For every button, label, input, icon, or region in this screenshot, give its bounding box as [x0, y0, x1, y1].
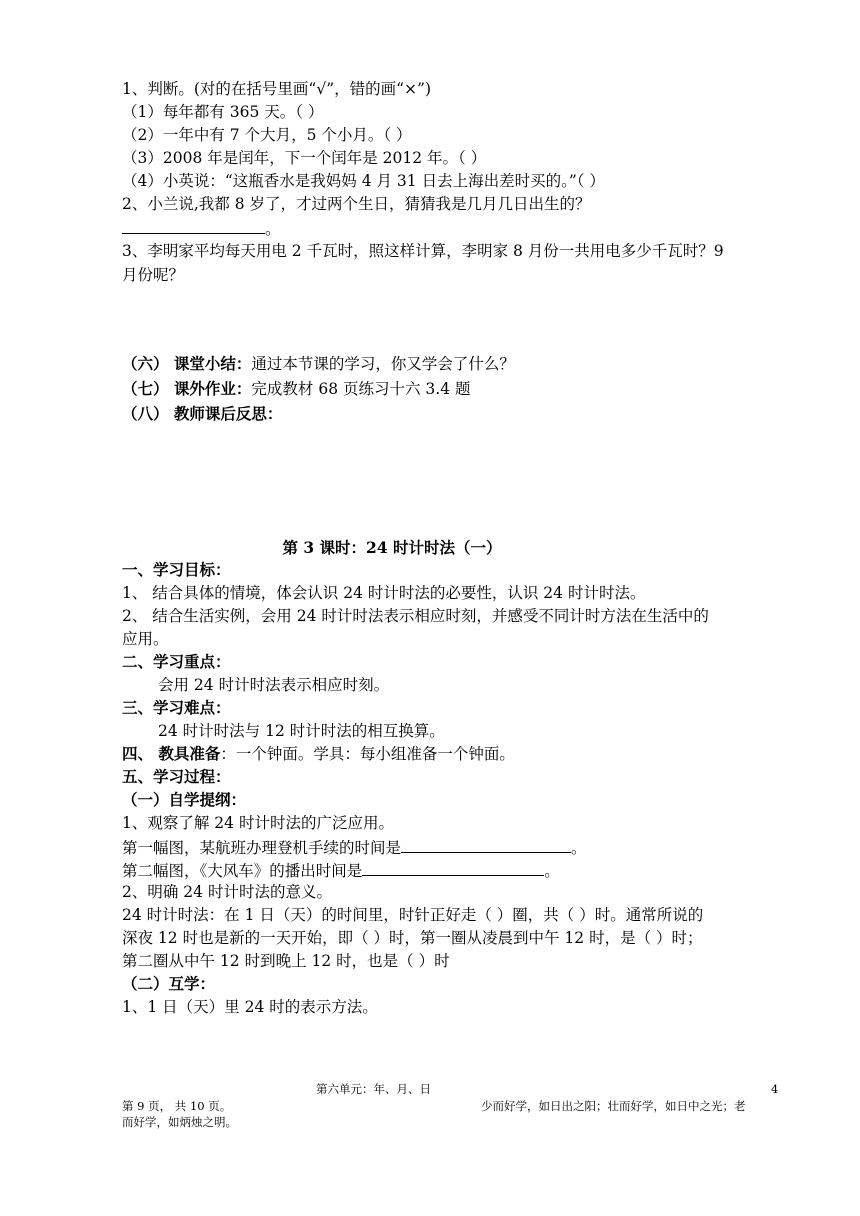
- self-study-1: 1、观察了解 24 时计时法的广泛应用。: [122, 814, 394, 832]
- q3-line-1: 3、李明家平均每天用电 2 千瓦时，照这样计算，李明家 8 月份一共用电多少千瓦时？9: [122, 242, 724, 260]
- picture-1-text: 第一幅图，某航班办理登机手续的时间是: [122, 839, 402, 857]
- q2-blank: [122, 216, 265, 234]
- meaning-line-2: 深夜 12 时也是新的一天开始，即（ ）时，第一圈从凌晨到中午 12 时，是（ ）时；: [122, 929, 703, 947]
- q1-title: 1、判断。(对的在括号里画“√”，错的画“×”): [122, 80, 432, 98]
- summary-line: [122, 353, 782, 375]
- q2-text: 2、小兰说,我都 8 岁了，才过两个生日，猜猜我是几月几日出生的？: [122, 195, 591, 213]
- q2-answer-line: [122, 216, 782, 240]
- homework-line: [122, 378, 782, 400]
- picture-2-line: [122, 858, 782, 882]
- prep-text: ：一个钟面。学具：每小组准备一个钟面。: [220, 745, 515, 763]
- q1-item-1: （1）每年都有 365 天。（ ）: [122, 103, 324, 121]
- q1-item-4: （4）小英说：“这瓶香水是我妈妈 4 月 31 日去上海出差时买的。”（ ）: [122, 172, 605, 190]
- meaning-line-3: 第二圈从中午 12 时到晚上 12 时，也是（ ）时: [122, 952, 450, 970]
- picture-2-end: 。: [544, 862, 560, 880]
- key-heading: 二、学习重点：: [122, 652, 231, 671]
- footer-page-number: 4: [771, 1082, 779, 1096]
- mutual-heading: （二）互学：: [122, 974, 216, 993]
- goals-heading: 一、学习目标：: [122, 560, 231, 579]
- difficulty-heading: 三、学习难点：: [122, 698, 231, 717]
- meaning-line-1: 24 时计时法：在 1 日（天）的时间里，时针正好走（ ）圈，共（ ）时。通常所说的: [122, 906, 704, 924]
- process-heading: 五、学习过程：: [122, 767, 231, 786]
- summary-label: （六） 课堂小结：: [122, 354, 252, 373]
- picture-1-blank: [401, 835, 571, 853]
- picture-1-line: [122, 835, 782, 859]
- difficulty-text: 24 时计时法与 12 时计时法的相互换算。: [158, 722, 445, 740]
- summary-text: 通过本节课的学习，你又学会了什么？: [251, 355, 515, 373]
- prep-line: [122, 743, 782, 765]
- lesson-title: 第 3 课时：24 时计时法（一）: [282, 538, 502, 557]
- mutual-1: 1、1 日（天）里 24 时的表示方法。: [122, 998, 378, 1016]
- q3-line-2: 月份呢？: [122, 266, 185, 284]
- prep-label: 四、 教具准备: [122, 744, 221, 763]
- footer-unit: 第六单元：年、月、日: [316, 1082, 431, 1096]
- q1-item-3: （3）2008 年是闰年，下一个闰年是 2012 年。（ ）: [122, 149, 487, 167]
- q1-item-2: （2）一年中有 7 个大月，5 个小月。（ ）: [122, 126, 412, 144]
- footer-quote-line-2: 而好学，如炳烛之明。: [122, 1115, 237, 1129]
- homework-label: （七） 课外作业：: [122, 379, 252, 398]
- picture-1-end: 。: [571, 839, 587, 857]
- q2-end: 。: [265, 220, 281, 238]
- self-study-2: 2、明确 24 时计时法的意义。: [122, 883, 332, 901]
- footer-quote-line-1: 少而好学，如日出之阳；壮而好学，如日中之光；老: [481, 1099, 746, 1113]
- key-text: 会用 24 时计时法表示相应时刻。: [158, 676, 390, 694]
- picture-2-text: 第二幅图，《大风车》的播出时间是: [122, 862, 363, 880]
- homework-text: 完成教材 68 页练习十六 3.4 题: [251, 380, 471, 398]
- reflection-label: （八） 教师课后反思：: [122, 404, 283, 423]
- goal-2-line-2: 应用。: [122, 630, 169, 648]
- goal-1: 1、 结合具体的情境，体会认识 24 时计时法的必要性，认识 24 时计时法。: [122, 584, 646, 602]
- goal-2-line-1: 2、 结合生活实例，会用 24 时计时法表示相应时刻，并感受不同计时方法在生活中的: [122, 607, 709, 625]
- self-study-heading: （一）自学提纲：: [122, 790, 247, 809]
- picture-2-blank: [362, 858, 544, 876]
- footer-page-info: 第 9 页， 共 10 页。: [122, 1099, 232, 1113]
